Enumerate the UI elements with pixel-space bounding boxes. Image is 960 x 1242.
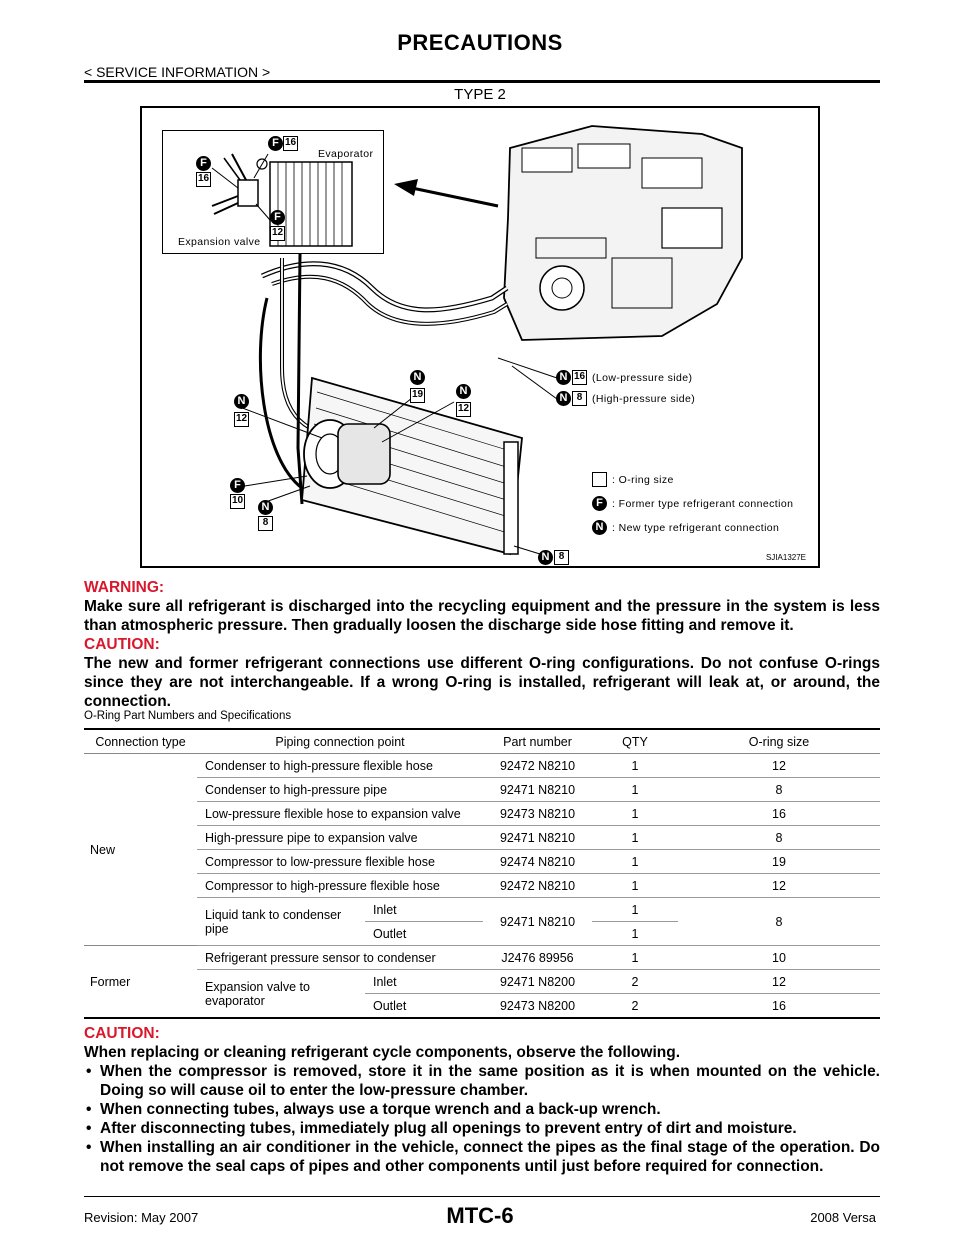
- caution-text: The new and former refrigerant connections use different O-ring configurations. Do not confuse O-rings since they are not interchangeable. If a wrong O-ring is installed, refrigerant will leak at, or around, the connection.: [84, 655, 880, 710]
- new-badge: N: [556, 391, 571, 406]
- oring-size-badge: 16: [196, 172, 211, 187]
- cell-qty: 2: [592, 994, 678, 1019]
- list-item: [84, 1138, 880, 1176]
- oring-size-badge: 10: [230, 494, 245, 509]
- connection-type-former: Former: [84, 946, 197, 1019]
- oring-spec-table: [84, 728, 880, 1019]
- diagram-arrow-head: [394, 179, 418, 196]
- list-item-text: When installing an air conditioner in the vehicle, connect the pipes as the final stage of the operation. Do not remove the seal caps of pipes and other components until just before required for connection.: [100, 1139, 880, 1175]
- low-pressure-side-label: (Low-pressure side): [592, 372, 693, 384]
- hvac-unit: [504, 126, 742, 340]
- table-row: [84, 874, 880, 898]
- new-badge: N: [258, 500, 273, 515]
- cell-qty: 1: [592, 898, 678, 922]
- cell-point: Condenser to high-pressure flexible hose: [197, 754, 483, 778]
- table-title: O-Ring Part Numbers and Specifications: [84, 710, 292, 722]
- warning-text: Make sure all refrigerant is discharged into the recycling equipment and the pressure in the system is less than atmospheric pressure. Then gradually loosen the discharge side hose fitting and remove it.: [84, 598, 880, 634]
- cell-size: 12: [678, 874, 880, 898]
- new-badge: N: [556, 370, 571, 385]
- cell-qty: 2: [592, 970, 678, 994]
- page-title: PRECAUTIONS: [397, 30, 563, 55]
- cell-size: 8: [678, 826, 880, 850]
- cell-point: Compressor to high-pressure flexible hose: [197, 874, 483, 898]
- warning-block: [84, 578, 880, 711]
- list-item: [84, 1100, 880, 1119]
- header-rule: [84, 80, 880, 83]
- cell-part: 92471 N8210: [483, 778, 592, 802]
- former-badge: F: [268, 136, 283, 151]
- legend-oring-box: [592, 472, 607, 487]
- header-part-number: Part number: [483, 729, 592, 754]
- cell-sub: Inlet: [365, 898, 483, 922]
- legend-former-text: : Former type refrigerant connection: [612, 498, 794, 510]
- refrigerant-diagram: [140, 106, 820, 568]
- header-oring-size: O-ring size: [678, 729, 880, 754]
- legend-former-badge: F: [592, 496, 607, 511]
- list-item-text: After disconnecting tubes, immediately plug all openings to prevent entry of dirt and moisture.: [100, 1120, 797, 1137]
- cell-sub: Outlet: [365, 922, 483, 946]
- cell-qty: 1: [592, 874, 678, 898]
- table-row: [84, 754, 880, 778]
- cell-qty: 1: [592, 922, 678, 946]
- cell-point: Refrigerant pressure sensor to condenser: [197, 946, 483, 970]
- former-badge: F: [230, 478, 245, 493]
- caution-intro: When replacing or cleaning refrigerant cycle components, observe the following.: [84, 1044, 681, 1061]
- oring-size-badge: 16: [283, 136, 298, 151]
- header-connection-type: Connection type: [84, 729, 197, 754]
- bullet: •: [86, 1120, 92, 1137]
- cell-part: 92473 N8200: [483, 994, 592, 1019]
- cell-qty: 1: [592, 802, 678, 826]
- cell-size: 16: [678, 802, 880, 826]
- cell-size: 8: [678, 778, 880, 802]
- oring-size-badge: 16: [572, 370, 587, 385]
- high-pressure-side-label: (High-pressure side): [592, 393, 696, 405]
- caution-label: CAUTION:: [84, 636, 160, 653]
- new-badge: N: [234, 394, 249, 409]
- figure-subtitle: TYPE 2: [454, 86, 506, 103]
- former-badge: F: [196, 156, 211, 171]
- cell-size: 10: [678, 946, 880, 970]
- cell-point: Expansion valve to evaporator: [197, 970, 365, 1019]
- oring-size-badge: 12: [456, 402, 471, 417]
- oring-size-badge: 12: [234, 412, 249, 427]
- cell-sub: Inlet: [365, 970, 483, 994]
- cell-qty: 1: [592, 826, 678, 850]
- caution-list: [84, 1062, 880, 1176]
- footer-model: 2008 Versa: [810, 1210, 876, 1225]
- cell-part: 92472 N8210: [483, 874, 592, 898]
- cell-part: 92473 N8210: [483, 802, 592, 826]
- expansion-valve-label: Expansion valve: [178, 236, 261, 248]
- oring-size-badge: 8: [572, 391, 587, 406]
- former-badge: F: [270, 210, 285, 225]
- cell-part: 92474 N8210: [483, 850, 592, 874]
- header-piping-point: Piping connection point: [197, 729, 483, 754]
- table-header-row: [84, 729, 880, 754]
- cell-size: 19: [678, 850, 880, 874]
- table-row: [84, 946, 880, 970]
- section-label: < SERVICE INFORMATION >: [84, 64, 271, 80]
- cell-part: 92471 N8210: [483, 826, 592, 850]
- footer-revision: Revision: May 2007: [84, 1210, 199, 1225]
- cell-point: Low-pressure flexible hose to expansion valve: [197, 802, 483, 826]
- new-badge: N: [538, 550, 553, 565]
- oring-size-badge: 8: [258, 516, 273, 531]
- bullet: •: [86, 1063, 92, 1080]
- cell-qty: 1: [592, 946, 678, 970]
- cell-size: 12: [678, 970, 880, 994]
- compressor: [304, 420, 390, 488]
- oring-size-badge: 12: [270, 226, 285, 241]
- list-item: [84, 1062, 880, 1100]
- header-qty: QTY: [592, 729, 678, 754]
- cell-qty: 1: [592, 778, 678, 802]
- bullet: •: [86, 1101, 92, 1118]
- evaporator-label: Evaporator: [318, 148, 374, 160]
- cell-size: 16: [678, 994, 880, 1019]
- cell-part: 92472 N8210: [483, 754, 592, 778]
- oring-size-badge: 8: [554, 550, 569, 565]
- cell-sub: Outlet: [365, 994, 483, 1019]
- cell-part: J2476 89956: [483, 946, 592, 970]
- legend-oring-text: : O-ring size: [612, 474, 674, 486]
- cell-qty: 1: [592, 850, 678, 874]
- cell-point: Liquid tank to condenser pipe: [197, 898, 365, 946]
- diagram-arrow: [412, 188, 498, 206]
- table-row: [84, 826, 880, 850]
- list-item-text: When connecting tubes, always use a torque wrench and a back-up wrench.: [100, 1101, 661, 1118]
- table-row: [84, 898, 880, 922]
- footer-page-number: MTC-6: [446, 1203, 514, 1228]
- table-row: [84, 970, 880, 994]
- legend-new-badge: N: [592, 520, 607, 535]
- caution-block-2: [84, 1024, 880, 1176]
- caution-label-2: CAUTION:: [84, 1025, 160, 1042]
- cell-part: 92471 N8200: [483, 970, 592, 994]
- bullet: •: [86, 1139, 92, 1156]
- cell-size: 8: [678, 898, 880, 946]
- table-row: [84, 802, 880, 826]
- legend-new-text: : New type refrigerant connection: [612, 522, 780, 534]
- cell-point: Compressor to low-pressure flexible hose: [197, 850, 483, 874]
- new-badge: N: [410, 370, 425, 385]
- oring-size-badge: 19: [410, 388, 425, 403]
- cell-point: High-pressure pipe to expansion valve: [197, 826, 483, 850]
- cell-part: 92471 N8210: [483, 898, 592, 946]
- table-row: [84, 778, 880, 802]
- cell-point: Condenser to high-pressure pipe: [197, 778, 483, 802]
- cell-size: 12: [678, 754, 880, 778]
- figure-code: SJIA1327E: [765, 553, 806, 562]
- table-row: [84, 850, 880, 874]
- list-item-text: When the compressor is removed, store it in the same position as it is when mounted on the vehicle. Doing so will cause oil to enter the low-pressure chamber.: [100, 1063, 880, 1099]
- connection-type-new: New: [84, 754, 197, 946]
- cell-qty: 1: [592, 754, 678, 778]
- list-item: [84, 1119, 880, 1138]
- warning-label: WARNING:: [84, 579, 165, 596]
- new-badge: N: [456, 384, 471, 399]
- footer-rule: [84, 1196, 880, 1197]
